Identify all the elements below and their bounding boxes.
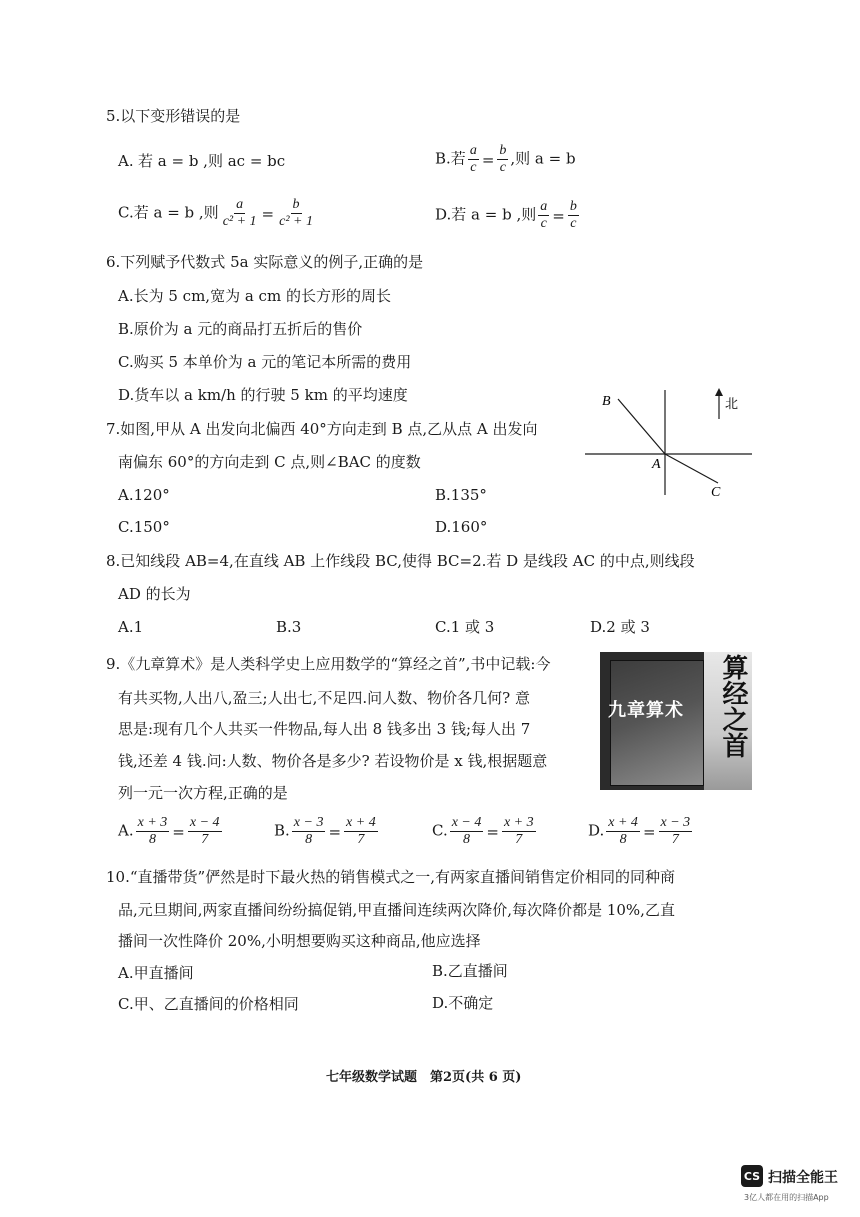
q9-d-fraction-left: $\frac{x + 4}{8}$ xyxy=(608,815,638,847)
q7-line2: 南偏东 60°的方向走到 C 点,则∠BAC 的度数 xyxy=(118,453,421,471)
q5-c-fraction-left: $\frac{a}{\text{c² + 1}}$ xyxy=(222,197,257,229)
q6-option-d: D.货车以 a km/h 的行驶 5 km 的平均速度 xyxy=(118,386,408,404)
q9-option-c: C. $\frac{x - 4}{8}$ = $\frac{x + 3}{7}$ xyxy=(432,815,534,847)
q5-stem: 5.以下变形错误的是 xyxy=(106,107,241,125)
q5-d-fraction-left: $\frac{a}{c}$ xyxy=(540,199,548,231)
camscanner-logo-icon: CS xyxy=(741,1165,763,1187)
q8-option-d: D.2 或 3 xyxy=(590,618,650,636)
q9-c-fraction-left: $\frac{x - 4}{8}$ xyxy=(451,815,482,847)
north-label: 北 xyxy=(725,397,739,412)
q9-option-d: D. $\frac{x + 4}{8}$ = $\frac{x - 3}{7}$ xyxy=(588,815,691,847)
book-title: 九章算术 xyxy=(608,700,684,721)
q7-direction-figure xyxy=(585,385,760,500)
q9-d-label: D. xyxy=(588,821,605,840)
label-b: B xyxy=(602,394,611,409)
q5-c-fraction-right: $\frac{b}{\text{c² + 1}}$ xyxy=(279,197,313,229)
q5-d-pre: 若 a = b ,则 xyxy=(451,205,537,224)
q10-option-d: D.不确定 xyxy=(432,994,494,1012)
book-side-title: 算经之首 xyxy=(718,654,748,758)
q9-b-fraction-left: $\frac{x - 3}{8}$ xyxy=(293,815,324,847)
q6-option-a: A.长为 5 cm,宽为 a cm 的长方形的周长 xyxy=(118,287,391,305)
q5-b-fraction-right: $\frac{b}{c}$ xyxy=(499,143,507,175)
q10-option-a: A.甲直播间 xyxy=(118,964,194,982)
camscanner-tagline: 3亿人都在用的扫描App xyxy=(744,1193,829,1202)
q7-option-c: C.150° xyxy=(118,518,170,536)
q9-c-label: C. xyxy=(432,821,448,840)
q9-b-fraction-right: $\frac{x + 4}{7}$ xyxy=(346,815,376,847)
q9-line5: 列一元一次方程,正确的是 xyxy=(118,784,288,802)
label-a: A xyxy=(652,457,661,472)
q8-option-a: A.1 xyxy=(118,618,144,636)
book-front xyxy=(610,660,704,786)
q9-option-a: A. $\frac{x + 3}{8}$ = $\frac{x - 4}{7}$ xyxy=(118,815,220,847)
q6-stem: 6.下列赋予代数式 5a 实际意义的例子,正确的是 xyxy=(106,253,424,271)
book-cover-image xyxy=(600,652,752,790)
q9-a-label: A. xyxy=(118,821,134,840)
q10-option-c: C.甲、乙直播间的价格相同 xyxy=(118,995,299,1013)
q5-option-d: D.若 a = b ,则 $\frac{a}{c}$ = $\frac{b}{c}$ xyxy=(435,199,577,231)
q5-c-pre: 若 a = b ,则 xyxy=(133,203,219,222)
q5-d-label: D. xyxy=(435,205,452,224)
q6-option-c: C.购买 5 本单价为 a 元的笔记本所需的费用 xyxy=(118,353,412,371)
q9-c-fraction-right: $\frac{x + 3}{7}$ xyxy=(503,815,534,847)
q9-line1: 9.《九章算术》是人类科学史上应用数学的“算经之首”,书中记载:今 xyxy=(106,655,551,673)
q5-option-b: B.若 $\frac{a}{c}$ = $\frac{b}{c}$ ,则 a = b xyxy=(435,143,576,175)
q5-option-a-text: 若 a = b ,则 ac = bc xyxy=(138,152,286,170)
q8-line2: AD 的长为 xyxy=(118,585,191,603)
q6-option-b: B.原价为 a 元的商品打五折后的售价 xyxy=(118,320,363,338)
q5-b-pre: 若 xyxy=(450,149,466,168)
q7-line1: 7.如图,甲从 A 出发向北偏西 40°方向走到 B 点,乙从点 A 出发向 xyxy=(106,420,538,438)
q5-b-fraction-left: $\frac{a}{c}$ xyxy=(469,143,477,175)
q9-option-b: B. $\frac{x - 3}{8}$ = $\frac{x + 4}{7}$ xyxy=(274,815,376,847)
q9-a-fraction-left: $\frac{x + 3}{8}$ xyxy=(137,815,168,847)
q10-option-b: B.乙直播间 xyxy=(432,962,508,980)
camscanner-name: 扫描全能王 xyxy=(768,1170,838,1186)
q5-d-fraction-right: $\frac{b}{c}$ xyxy=(569,199,577,231)
q10-line3: 播间一次性降价 20%,小明想要购买这种商品,他应选择 xyxy=(118,932,481,950)
q9-line3: 思是:现有几个人共买一件物品,每人出 8 钱多出 3 钱;每人出 7 xyxy=(118,720,531,738)
north-arrow-icon xyxy=(715,388,723,396)
q9-line4: 钱,还差 4 钱.问:人数、物价各是多少? 若设物价是 x 钱,根据题意 xyxy=(118,752,548,770)
q5-option-a: A. xyxy=(118,152,134,170)
q10-line2: 品,元旦期间,两家直播间纷纷搞促销,甲直播间连续两次降价,每次降价都是 10%,乙直 xyxy=(118,901,675,919)
q10-line1: 10.“直播带货”俨然是时下最火热的销售模式之一,有两家直播间销售定价相同的同种商 xyxy=(106,868,675,886)
ray-ac xyxy=(665,454,718,483)
q8-line1: 8.已知线段 AB=4,在直线 AB 上作线段 BC,使得 BC=2.若 D 是线段 AC 的中点,则线段 xyxy=(106,552,695,570)
page-footer: 七年级数学试题 第2页(共 6 页) xyxy=(326,1070,522,1085)
q8-option-b: B.3 xyxy=(276,618,302,636)
q9-a-fraction-right: $\frac{x - 4}{7}$ xyxy=(189,815,220,847)
q9-d-fraction-right: $\frac{x - 3}{7}$ xyxy=(660,815,691,847)
q5-option-c: C.若 a = b ,则 $\frac{a}{\text{c² + 1}}$ = $\frac{b}{\text{c² + 1}}$ xyxy=(118,197,313,229)
q5-b-post: ,则 a = b xyxy=(510,149,576,168)
label-c: C xyxy=(711,485,721,500)
q7-option-b: B.135° xyxy=(435,486,487,504)
q8-option-c: C.1 或 3 xyxy=(435,618,495,636)
q7-option-a: A.120° xyxy=(118,486,170,504)
q5-b-label: B. xyxy=(435,149,451,168)
q9-b-label: B. xyxy=(274,821,290,840)
q9-line2: 有共买物,人出八,盈三;人出七,不足四.问人数、物价各几何? 意 xyxy=(118,689,530,707)
q5-c-label: C. xyxy=(118,203,134,222)
q7-option-d: D.160° xyxy=(435,518,488,536)
ray-ab xyxy=(618,399,665,454)
